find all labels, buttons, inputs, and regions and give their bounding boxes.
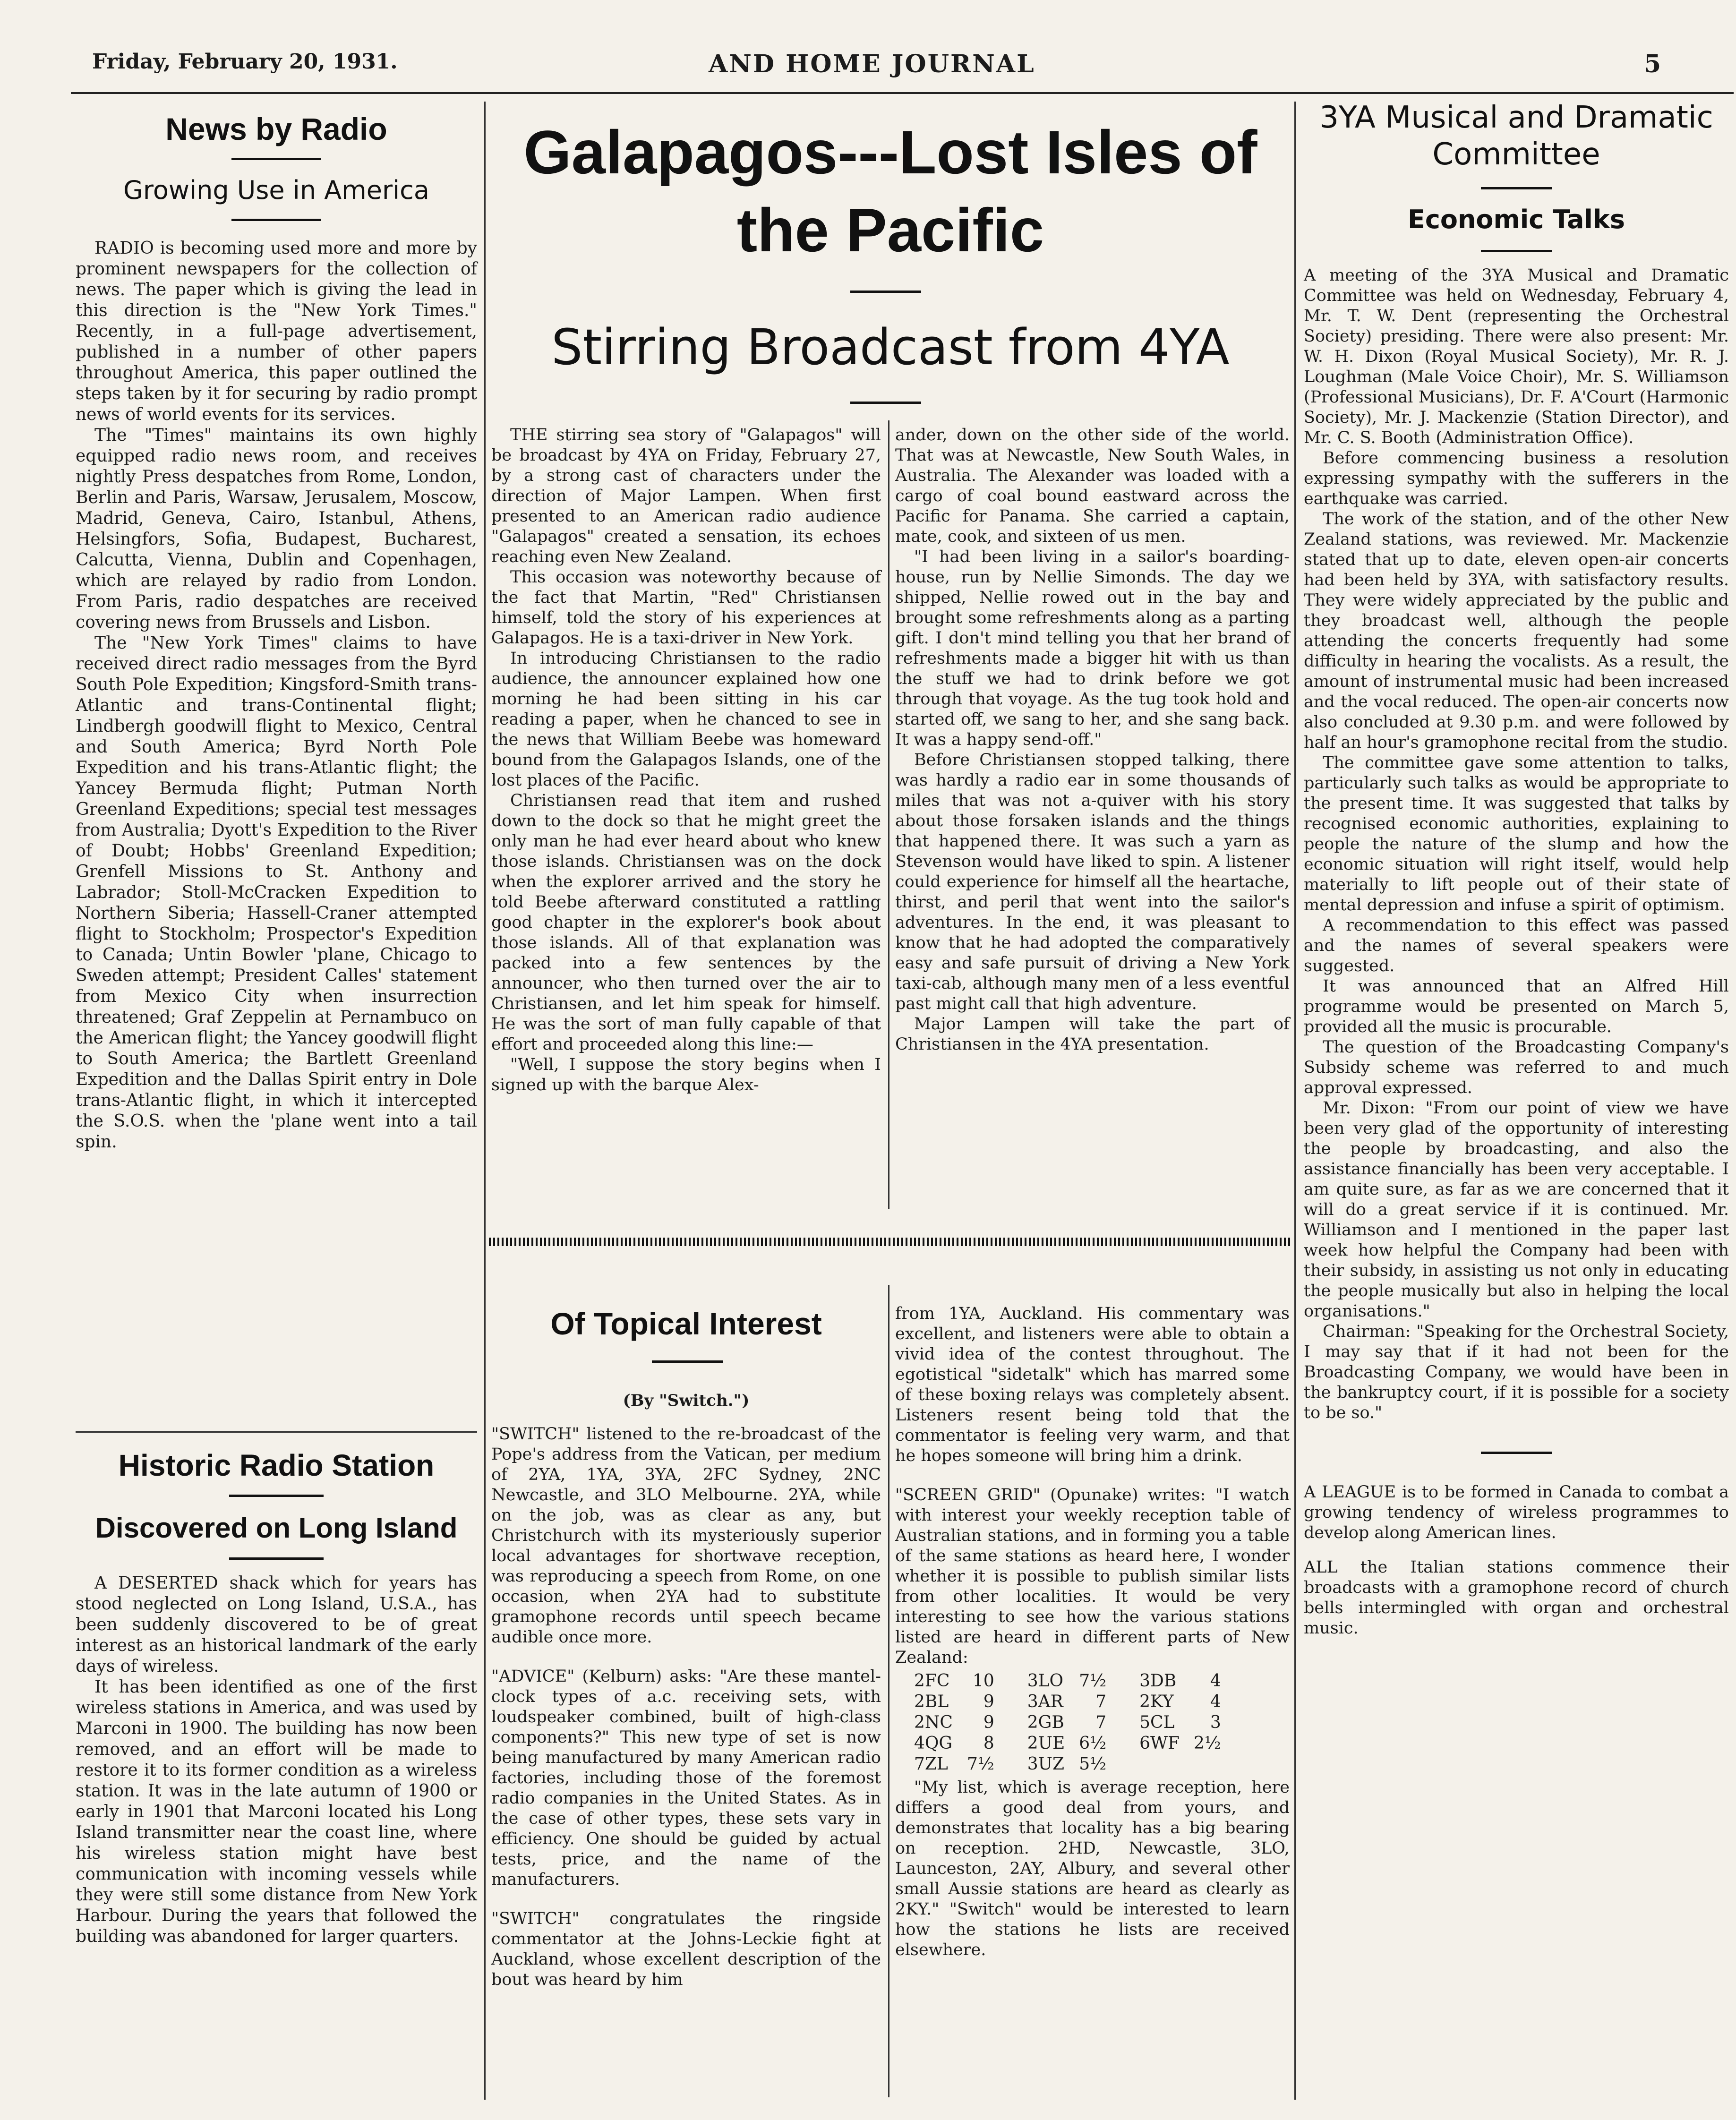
paragraph: The "New York Times" claims to have received direct radio messages from the Byrd South Pole Expedition; Kingsford-Smith trans-Atlantic and trans-Continental flight; Lindbergh goodwill flight to Mexico, Central and South America; Byrd North Pole Expedition and his trans-Atlantic flight; the Yancey Bermuda flight; Putman North Greenland Expeditions; special test messages from Australia; Dyott's Expedition to the River of Doubt; Hobbs' Greenland Expedition; Grenfell Missions to St. Anthony and Labrador; Stoll-McCracken Expedition to Northern Siberia; Hassell-Craner attempted flight to Stockholm; Prospector's Expedition to Canada; Untin Bowler 'plane, Chicago to Sweden attempt; President Calles' statement from Mexico City when insurrection threatened; Graf Zeppelin at Pernambuco on the American flight; the Yancey goodwill flight to South America; the Bartlett Greenland Expedition and the Dallas Spirit entry in Dole trans-Atlantic flight, in which it intercepted the S.O.S. when the 'plane went into a tail spin. [76, 633, 477, 1152]
station-rating: 6½ [1079, 1734, 1107, 1753]
station-call-sign: 3DB [1139, 1671, 1177, 1691]
paragraph: Christiansen read that item and rushed down to the dock so that he might greet the only man he had ever heard about who knew those islands. Christiansen was on the dock when the explorer arrived and the story he told Beebe afterward constituted a rattling good chapter in the explorer's book about those islands. All of that explanation was packed into a few sentences by the announcer, who then turned over the air to Christiansen, and let him speak for himself. He was the sort of man fully capable of that effort and proceeded along this line:— [491, 791, 881, 1054]
paragraph: "Well, I suppose the story begins when I signed up with the barque Alex- [491, 1055, 881, 1094]
paragraph: "SCREEN GRID" (Opunake) writes: "I watch with interest your weekly reception table of Australian stations, and in forming you a table of the same stations as heard here, I wonder whether it is possible to publish similar lists from other localities. It would be very interesting to see how the various stations listed are heard in different parts of New Zealand: [895, 1486, 1290, 1667]
station-call-sign [1139, 1754, 1194, 1775]
table-row [914, 1733, 1254, 1754]
paragraph: The committee gave some attention to talks, particularly such talks as would be appropriate to the present time. It was suggested that talks by recognised economic authorities, explaining to people the nature of the slump and how the economic situation will right itself, would help materially to lift people out of their state of mental depression and infuse a spirit of optimism. [1304, 753, 1729, 915]
paragraph: "SWITCH" congratulates the ringside commentator at the Johns-Leckie fight at Auckland, whose excellent description of the bout was heard by him [491, 1909, 881, 1989]
section-rule [76, 1431, 477, 1433]
paragraph: The "Times" maintains its own highly equipped radio news room, and receives nightly Press despatches from Rome, London, Berlin and Paris, Warsaw, Jerusalem, Moscow, Madrid, Geneva, Cairo, Istanbul, Athens, Helsingfors, Sofia, Budapest, Bucharest, Calcutta, Vienna, Dublin and Copenhagen, which are relayed by radio from London. From Paris, radio despatches are received covering news from Brussels and Lisbon. [76, 426, 477, 632]
briefs [1304, 1482, 1729, 1639]
paragraph: Before commencing business a resolution expressing sympathy with the sufferers in the earthquake was carried. [1304, 449, 1729, 508]
station-call-sign: 2UE [1027, 1734, 1065, 1753]
news-by-radio-article [76, 109, 477, 1153]
article-title: News by Radio [165, 111, 387, 146]
paragraph: Mr. Dixon: "From our point of view we have been very glad of the opportunity of interesting the people by broadcasting, and also the assistance financially has been very acceptable. I am quite sure, as far as we are concerned that it will do a great service if it is continued. Mr. Williamson and I mentioned in the paper last week how helpful the Company had been with their subsidy, in assisting us not only in educating the people musically but also in helping the local organisations." [1304, 1099, 1729, 1321]
table-row [914, 1754, 1254, 1775]
paragraph: A DESERTED shack which for years has stood neglected on Long Island, U.S.A., has been suddenly discovered to be of great interest as an historical landmark of the early days of wireless. [76, 1573, 477, 1676]
article-title: Galapagos---Lost Isles of the Pacific [523, 118, 1257, 265]
article-title: 3YA Musical and Dramatic Committee [1319, 100, 1713, 172]
station-rating: 7½ [1079, 1671, 1107, 1691]
station-call-sign: 2KY [1139, 1692, 1174, 1711]
title-rule [1481, 187, 1552, 189]
article-body [1304, 265, 1729, 1423]
station-call-sign: 6WF [1139, 1734, 1180, 1753]
paragraph: A meeting of the 3YA Musical and Dramatic Committee was held on Wednesday, February 4, Mr. T. W. Dent (representing the Orchestral Society) presiding. There were also present: Mr. W. H. Dixon (Royal Musical Society), Mr. R. J. Loughman (Male Voice Choir), Mr. S. Williamson (Professional Musicians), Dr. F. A'Court (Harmonic Society), Mr. J. Mackenzie (Station Director), and Mr. C. S. Booth (Administration Office). [1304, 266, 1729, 447]
historic-station-article [76, 1445, 477, 1947]
paragraph: This occasion was noteworthy because of the fact that Martin, "Red" Christiansen himself, told the story of his experiences at Galapagos. He is a taxi-driver in New York. [491, 568, 881, 648]
article-subtitle: Growing Use in America [123, 175, 429, 205]
station-rating [1194, 1754, 1254, 1775]
paragraph: "ADVICE" (Kelburn) asks: "Are these mantel-clock types of a.c. receiving sets, with loudspeaker combined, built of high-class components?" This new type of set is now being manufactured by many American radio factories, including those of the foremost radio companies in the United States. As in the case of other types, these sets vary in efficiency. One should be guided by actual tests, price, and the name of the manufacturers. [491, 1667, 881, 1889]
paragraph: ander, down on the other side of the world. That was at Newcastle, New South Wales, in Australia. The Alexander was loaded with a cargo of coal bound eastward across the Pacific for Panama. She carried a captain, mate, cook, and sixteen of us men. [895, 426, 1290, 546]
station-rating: 2½ [1193, 1734, 1221, 1753]
paragraph: RADIO is becoming used more and more by prominent newspapers for the collection of news. The paper which is giving the lead in this direction is the "New York Times." Recently, in a full-page advertisement, published in a number of other papers throughout America, this paper outlined the steps taken by it for securing by radio prompt news of world events for its services. [76, 239, 477, 424]
subtitle-rule [231, 219, 321, 221]
column-rule-center-lower [888, 1285, 889, 2097]
table-row [914, 1712, 1254, 1733]
station-rating: 4 [1210, 1671, 1221, 1691]
column-rule-center [888, 420, 889, 1209]
paragraph: from 1YA, Auckland. His commentary was excellent, and listeners were able to obtain a vivid idea of the contest throughout. The egotistical "sidetalk" which has marred some of these boxing relays was completely absent. Listeners resent being told that the commentator is feeling very warm, and that he hopes someone will bring him a drink. [895, 1304, 1290, 1465]
title-rule [229, 1495, 324, 1497]
table-row [914, 1692, 1254, 1712]
station-call-sign: 5CL [1139, 1713, 1175, 1732]
section-rule [1481, 1452, 1552, 1454]
station-rating: 7½ [966, 1754, 994, 1774]
station-call-sign: 2BL [914, 1692, 949, 1711]
station-rating: 3 [1210, 1713, 1221, 1732]
paragraph: Before Christiansen stopped talking, there was hardly a radio ear in some thousands of miles that was not a-quiver with his story about those forsaken islands and the things that happened there. It was such a yarn as Stevenson would have liked to spin. A listener could experience for himself all the heartache, thirst, and peril that went into the sailor's adventures. In the end, it was pleasant to know that he had adopted the comparatively easy and safe pursuit of driving a New York taxi-cab, although many men of a less eventful past might call that high adventure. [895, 751, 1290, 1013]
station-rating: 8 [983, 1734, 994, 1753]
paragraph: "SWITCH" listened to the re-broadcast of the Pope's address from the Vatican, per medium of 2YA, 1YA, 3YA, 2FC Sydney, 2NC Newcastle, and 3LO Melbourne. 2YA, while on the job, was as clear as any, but Christchurch with its mysteriously superior local advantages for shortwave reception, was reproducing a speech from Rome, on one occasion, when 2YA had to substitute gramophone records until speech became audible once more. [491, 1425, 881, 1647]
paragraph: In introducing Christiansen to the radio audience, the announcer explained how one morning he had been sitting in his car reading a paper, when he chanced to see in the news that William Beebe was homeward bound from the Galapagos Islands, one of the lost places of the Pacific. [491, 649, 881, 790]
paragraph: The question of the Broadcasting Company's Subsidy scheme was referred to and much approval expressed. [1304, 1038, 1729, 1097]
title-rule [652, 1360, 723, 1363]
station-rating: 7 [1095, 1692, 1107, 1711]
paragraph: "I had been living in a sailor's boarding-house, run by Nellie Simonds. The day we shipped, Nellie rowed out in the bay and brought some refreshments along as a parting gift. I don't mind telling you that her brand of refreshments made a bigger hit with us than the stuff we had to drink before we got through that voyage. As the tug took hold and started off, we sang to her, and she sang back. It was a happy send-off." [895, 547, 1290, 749]
station-call-sign: 2GB [1027, 1713, 1064, 1732]
station-rating: 5½ [1079, 1754, 1107, 1774]
title-rule [231, 158, 321, 160]
station-rating: 4 [1210, 1692, 1221, 1711]
paragraph: A recommendation to this effect was passed and the names of several speakers were suggested. [1304, 916, 1729, 975]
title-rule [850, 291, 921, 293]
paragraph: It was announced that an Alfred Hill programme would be presented on March 5, provided all the music is procurable. [1304, 977, 1729, 1036]
subtitle-rule [1481, 250, 1552, 252]
station-call-sign: 3LO [1027, 1671, 1064, 1691]
byline: (By "Switch.") [623, 1391, 750, 1410]
paragraph: ALL the Italian stations commence their broadcasts with a gramophone record of church bells intermingled with organ and orchestral music. [1304, 1558, 1729, 1638]
article-title: Of Topical Interest [550, 1306, 822, 1341]
article-column-2 [895, 1304, 1290, 1960]
table-row [914, 1671, 1254, 1692]
station-rating: 9 [983, 1692, 994, 1711]
paragraph: Chairman: "Speaking for the Orchestral Society, I may say that if it had not been for the Broadcasting Company, we would have been in the bankruptcy court, if it is possible for a society to be so." [1304, 1322, 1729, 1422]
station-call-sign: 2FC [914, 1671, 950, 1691]
article-body [76, 238, 477, 1153]
station-call-sign: 3AR [1027, 1692, 1063, 1711]
article-column-1 [491, 425, 881, 1095]
page-number: 5 [1644, 50, 1661, 78]
station-call-sign: 4QG [914, 1734, 953, 1753]
station-rating: 9 [983, 1713, 994, 1732]
committee-article [1304, 99, 1729, 1639]
header-rule [71, 92, 1734, 94]
section-divider [489, 1238, 1292, 1246]
paragraph: The work of the station, and of the other New Zealand stations, was reviewed. Mr. Mackenzie stated that up to date, eleven open-air concerts had been held by 3YA, with satisfactory results. They were widely appreciated by the public and they broadcast well, although the people attending the concerts frequently had some difficulty in hearing the vocalists. As a result, the amount of instrumental music had been increased and the vocal reduced. The open-air concerts now also concluded at 9.30 p.m. and were followed by half an hour's gramophone recital from the studio. [1304, 510, 1729, 752]
article-subtitle: Stirring Broadcast from 4YA [551, 318, 1230, 376]
subtitle-rule [850, 402, 921, 404]
article-subtitle: Economic Talks [1407, 205, 1625, 234]
reception-table [914, 1671, 1254, 1775]
paragraph: Major Lampen will take the part of Christiansen in the 4YA presentation. [895, 1015, 1290, 1054]
header-date: Friday, February 20, 1931. [92, 50, 398, 74]
station-call-sign: 2NC [914, 1713, 953, 1732]
article-column-1 [491, 1424, 881, 1990]
paragraph: It has been identified as one of the first wireless stations in America, and was used by Marconi in 1900. The building has now been removed, and an effort will be made to restore it to its former condition as a wireless station. It was in the late autumn of 1900 or early in 1901 that Marconi located his Long Island transmitter near the coast line, where his wireless station might have best communication with incoming vessels while they were still some distance from New York Harbour. During the years that followed the building was abandoned for larger quarters. [76, 1677, 477, 1946]
station-rating: 10 [972, 1671, 994, 1691]
article-body [76, 1573, 477, 1947]
article-column-2 [895, 425, 1290, 1055]
article-title: Historic Radio Station [118, 1448, 435, 1482]
header-publication: AND HOME JOURNAL [709, 50, 1035, 78]
station-call-sign: 7ZL [914, 1754, 948, 1774]
subtitle-rule [229, 1557, 324, 1560]
column-rule-left [484, 102, 486, 2100]
station-call-sign: 3UZ [1027, 1754, 1065, 1774]
paragraph: "My list, which is average reception, here differs a good deal from yours, and demonstrates that locality has a big bearing on reception. 2HD, Newcastle, 3LO, Launceston, 2AY, Albury, and several other small Aussie stations are heard as clearly as 2KY." "Switch" would be interested to learn how the stations he lists are received elsewhere. [895, 1778, 1290, 1959]
paragraph: A LEAGUE is to be formed in Canada to combat a growing tendency of wireless programmes to develop along American lines. [1304, 1483, 1729, 1542]
paragraph: THE stirring sea story of "Galapagos" will be broadcast by 4YA on Friday, February 27, by a strong cast of characters under the direction of Major Lampen. When first presented to an American radio audience "Galapagos" created a sensation, its echoes reaching even New Zealand. [491, 426, 881, 566]
article-subtitle: Discovered on Long Island [95, 1512, 458, 1544]
column-rule-right [1294, 102, 1296, 2100]
station-rating: 7 [1095, 1713, 1107, 1732]
